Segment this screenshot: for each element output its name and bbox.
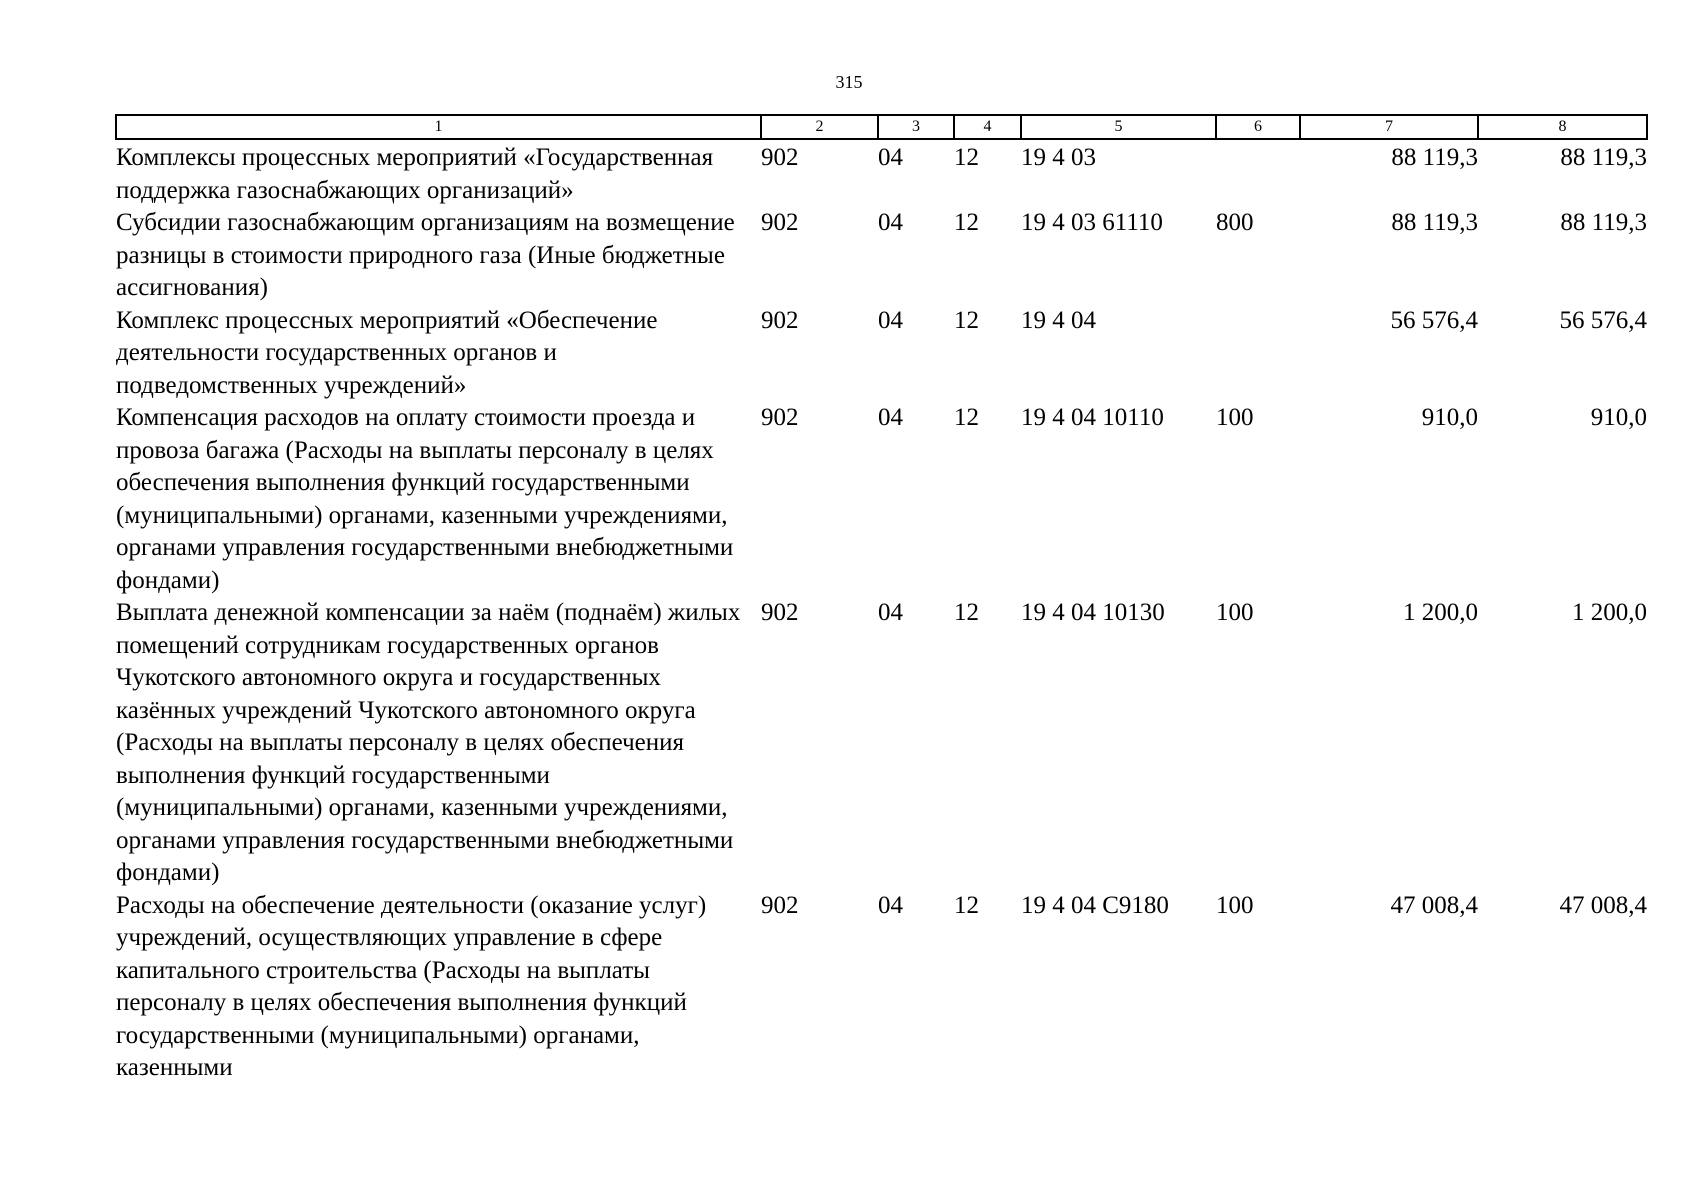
column-header-5: 5 bbox=[1021, 115, 1216, 139]
expense-name: Субсидии газоснабжающим организациям на возмещение разницы в стоимости природного газа (Иные бюджетные ассигнования) bbox=[116, 209, 735, 301]
section-code: 04 bbox=[878, 404, 903, 431]
amount-col-8: 56 576,4 bbox=[1559, 306, 1647, 334]
amount-col-7: 56 576,4 bbox=[1390, 306, 1478, 334]
subsection-code: 12 bbox=[954, 209, 979, 236]
expense-name: Комплексы процессных мероприятий «Государственная поддержка газоснабжающих организаций» bbox=[116, 144, 714, 204]
table-row bbox=[116, 402, 1647, 597]
page-number: 315 bbox=[835, 72, 863, 92]
expense-type-code bbox=[1216, 305, 1300, 403]
expense-type-code: 100 bbox=[1216, 599, 1254, 626]
column-number-row bbox=[116, 115, 1647, 139]
table-row bbox=[116, 207, 1647, 305]
section-code: 04 bbox=[878, 209, 903, 236]
target-article-code: 19 4 04 10110 bbox=[1021, 404, 1164, 431]
section-code: 04 bbox=[878, 599, 903, 626]
expense-type-code: 100 bbox=[1216, 404, 1254, 431]
table-row bbox=[116, 890, 1647, 1085]
expense-type-code bbox=[1216, 139, 1300, 207]
column-header-1: 1 bbox=[116, 115, 761, 139]
target-article-code: 19 4 03 61110 bbox=[1021, 209, 1163, 236]
amount-col-8: 910,0 bbox=[1590, 404, 1647, 431]
amount-col-7: 47 008,4 bbox=[1390, 891, 1478, 919]
section-code: 04 bbox=[878, 306, 903, 334]
expense-name: Расходы на обеспечение деятельности (оказание услуг) учреждений, осуществляющих управление в сфере капитального строительства (Расходы на выплаты персоналу в целях обеспечения выполнения функций государственными (муниципальными) органами, казенными bbox=[116, 891, 707, 1081]
column-header-7: 7 bbox=[1300, 115, 1478, 139]
column-header-4: 4 bbox=[954, 115, 1021, 139]
column-header-8: 8 bbox=[1478, 115, 1647, 139]
subsection-code: 12 bbox=[954, 144, 979, 171]
table-row bbox=[116, 597, 1647, 890]
target-article-code: 19 4 04 С9180 bbox=[1021, 891, 1169, 919]
section-code: 04 bbox=[878, 891, 903, 919]
expense-name: Выплата денежной компенсации за наём (поднаём) жилых помещений сотрудникам государственных органов Чукотского автономного округа и государственных казённых учреждений Чукотского автономного округа (Расходы на выплаты персоналу в целях обеспечения выполнения функций государственными (муниципальными) органами, казенными учреждениями, органами управления государственными внебюджетными фондами) bbox=[116, 599, 741, 886]
table-row bbox=[116, 305, 1647, 403]
target-article-code: 19 4 03 bbox=[1021, 144, 1096, 171]
grbs-code: 902 bbox=[761, 144, 799, 171]
grbs-code: 902 bbox=[761, 891, 799, 919]
amount-col-7: 1 200,0 bbox=[1403, 599, 1478, 626]
amount-col-7: 88 119,3 bbox=[1391, 144, 1478, 171]
column-header-3: 3 bbox=[878, 115, 954, 139]
target-article-code: 19 4 04 10130 bbox=[1021, 599, 1165, 626]
grbs-code: 902 bbox=[761, 306, 799, 334]
amount-col-8: 1 200,0 bbox=[1572, 599, 1647, 626]
grbs-code: 902 bbox=[761, 209, 799, 236]
target-article-code: 19 4 04 bbox=[1021, 306, 1096, 334]
amount-col-7: 910,0 bbox=[1421, 404, 1478, 431]
section-code: 04 bbox=[878, 144, 903, 171]
subsection-code: 12 bbox=[954, 599, 979, 626]
subsection-code: 12 bbox=[954, 306, 979, 334]
amount-col-8: 88 119,3 bbox=[1560, 209, 1647, 236]
grbs-code: 902 bbox=[761, 599, 799, 626]
table-row bbox=[116, 139, 1647, 207]
expense-name: Компенсация расходов на оплату стоимости проезда и провоза багажа (Расходы на выплаты персоналу в целях обеспечения выполнения функций государственными (муниципальными) органами, казенными учреждениями, органами управления государственными внебюджетными фондами) bbox=[116, 404, 734, 594]
subsection-code: 12 bbox=[954, 891, 979, 919]
amount-col-8: 88 119,3 bbox=[1560, 144, 1647, 171]
grbs-code: 902 bbox=[761, 404, 799, 431]
subsection-code: 12 bbox=[954, 404, 979, 431]
budget-table bbox=[115, 114, 1648, 1085]
expense-type-code: 800 bbox=[1216, 209, 1254, 236]
expense-type-code: 100 bbox=[1216, 891, 1254, 919]
expense-name: Комплекс процессных мероприятий «Обеспечение деятельности государственных органов и подведомственных учреждений» bbox=[116, 306, 658, 399]
column-header-2: 2 bbox=[761, 115, 878, 139]
column-header-6: 6 bbox=[1216, 115, 1300, 139]
amount-col-8: 47 008,4 bbox=[1559, 891, 1647, 919]
amount-col-7: 88 119,3 bbox=[1391, 209, 1478, 236]
